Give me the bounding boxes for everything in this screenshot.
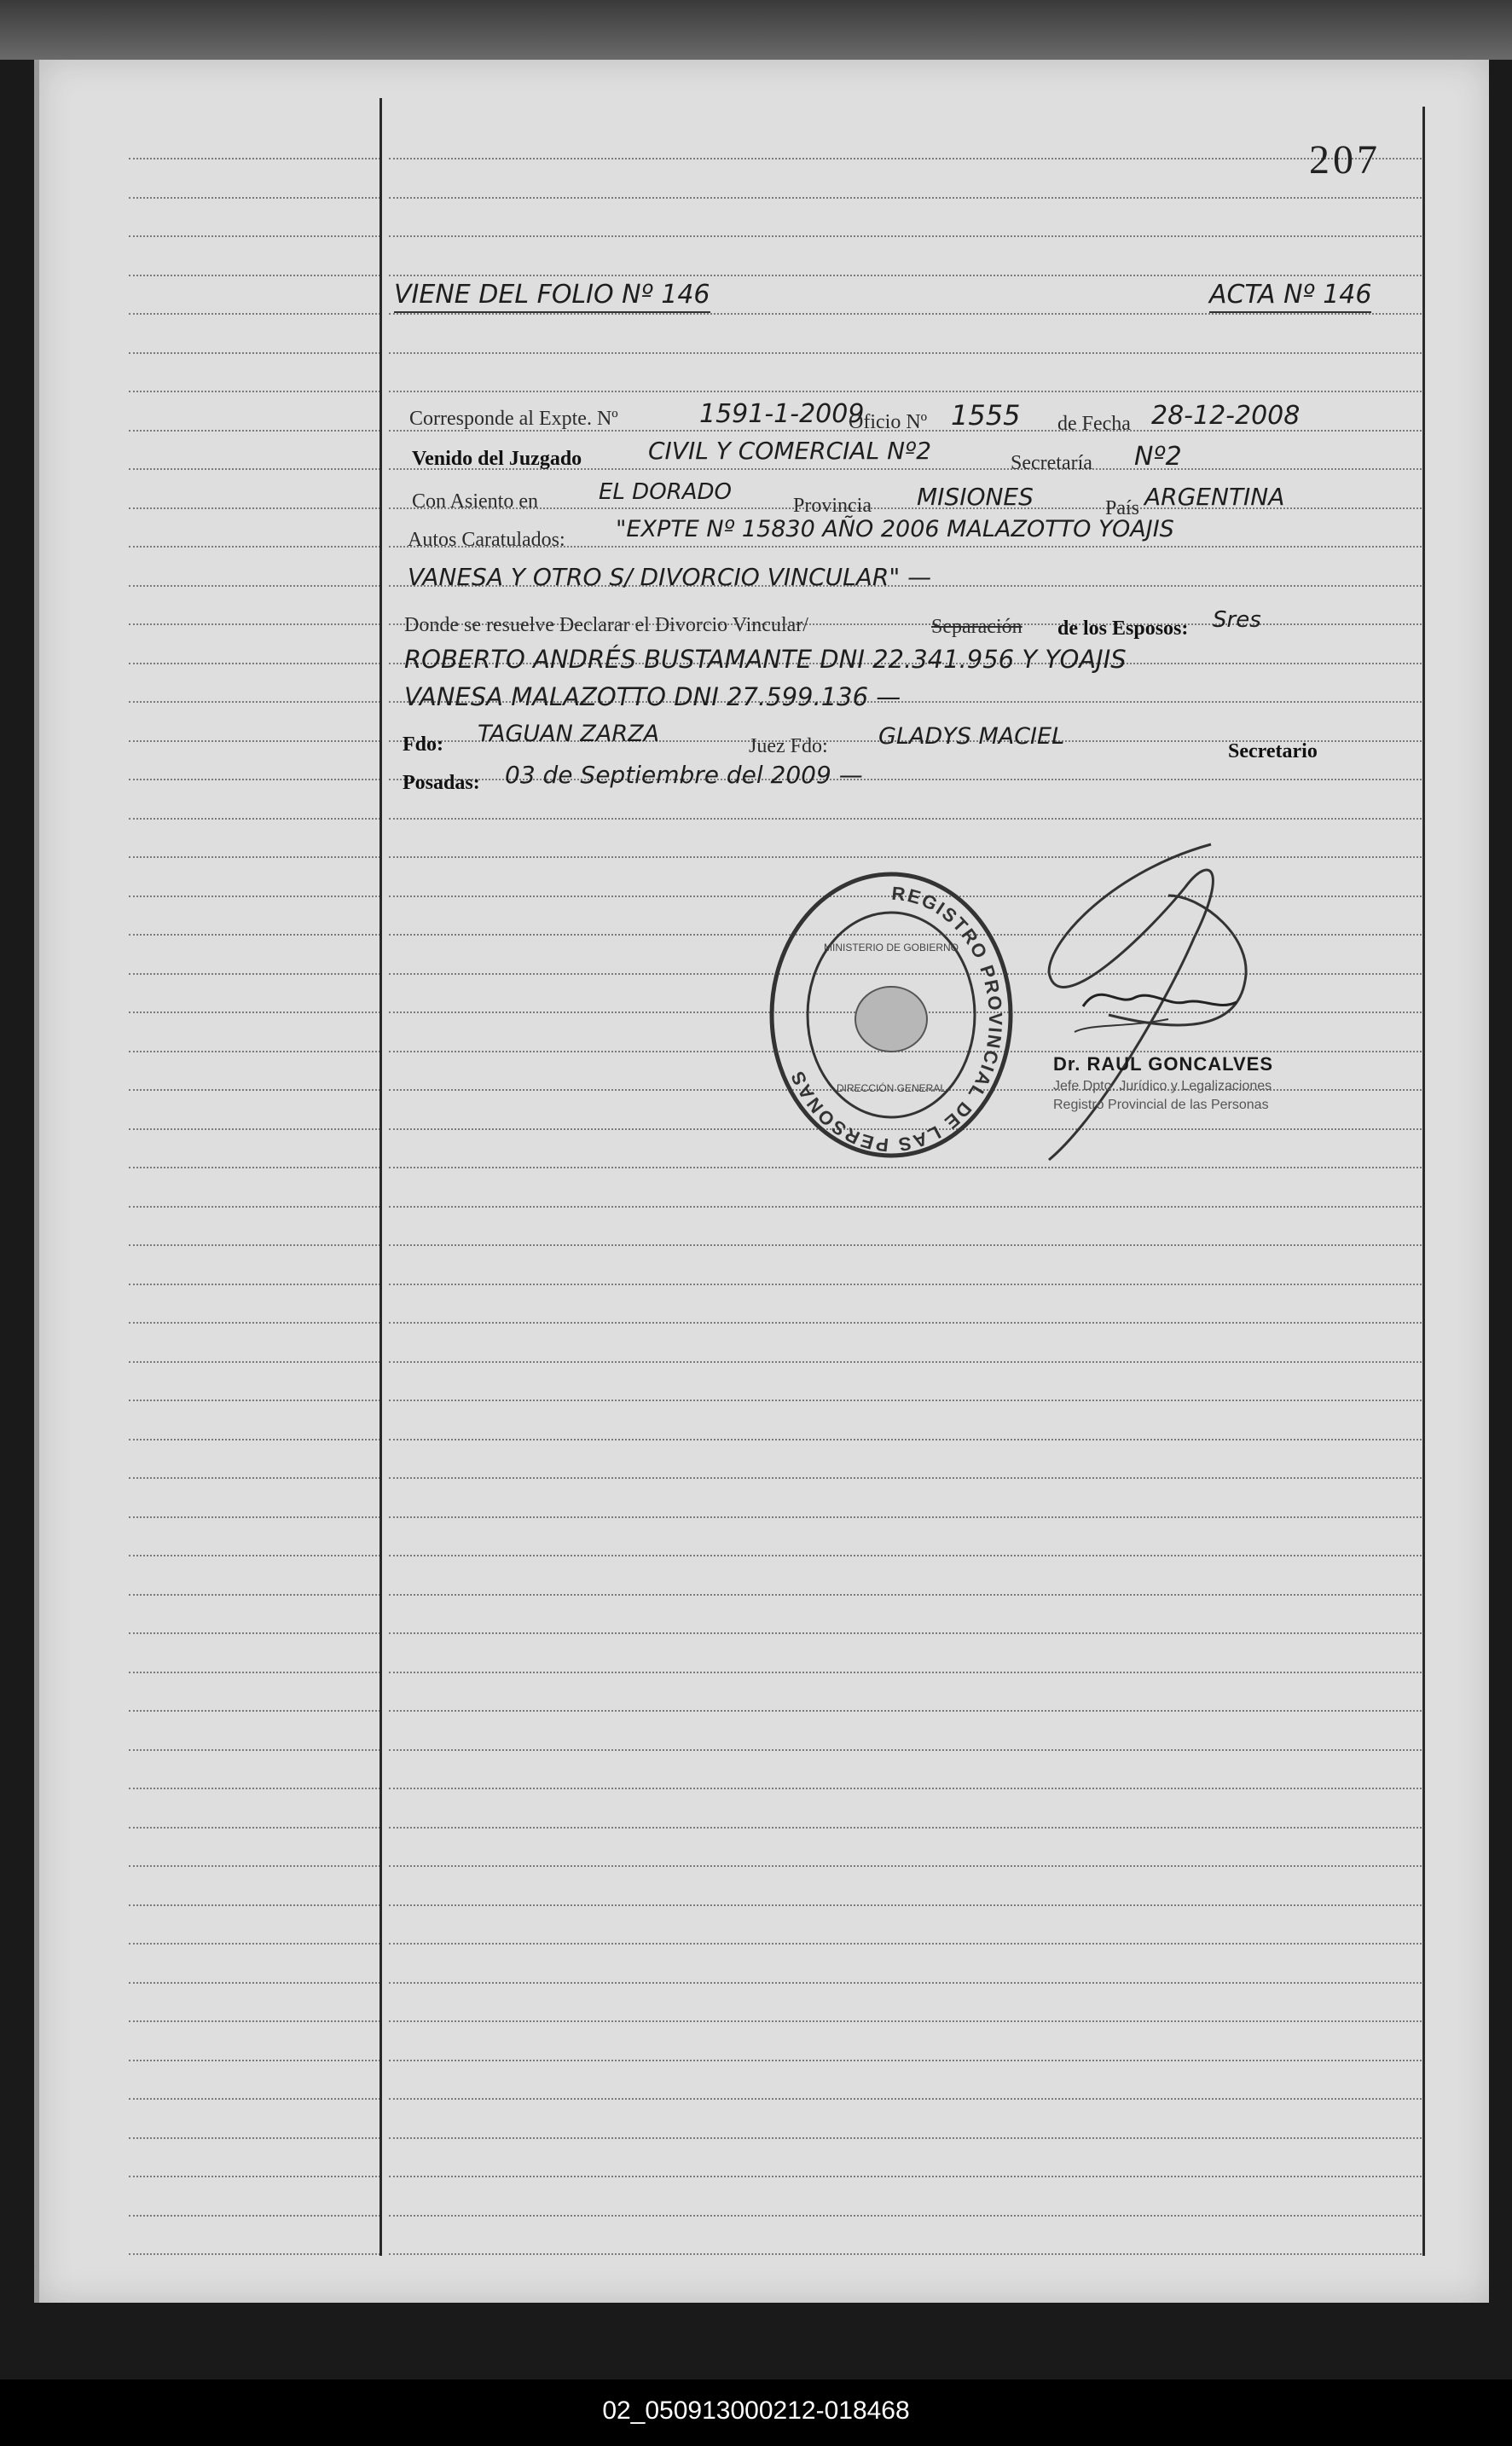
autos-line1: "EXPTE Nº 15830 AÑO 2006 MALAZOTTO YOAJIS [616,516,1174,542]
margin-rule-line [129,701,380,703]
margin-rule-line [129,1128,380,1130]
margin-rule-line [129,1749,380,1751]
body-rule-line [389,2020,1425,2022]
right-rule [1422,107,1425,2256]
body-rule-line [389,1361,1425,1363]
margin-rule-line [129,2020,380,2022]
secretaria-label: Secretaría [1011,452,1092,474]
body-rule-line [389,1284,1425,1285]
body-rule-line [389,1632,1425,1634]
body-rule-line [389,1943,1425,1945]
margin-rule-line [129,1555,380,1556]
margin-rule-line [129,468,380,470]
register-page [34,60,1489,2303]
body-rule-line [389,391,1425,392]
fecha-value: 28-12-2008 [1151,401,1301,431]
margin-rule-line [129,275,380,276]
official-seal [768,870,1015,1160]
body-rule-line [389,2176,1425,2177]
margin-rule-line [129,1788,380,1789]
body-rule-line [389,1516,1425,1518]
margin-rule-line [129,1206,380,1208]
body-rule-line [389,1672,1425,1673]
posadas-value: 03 de Septiembre del 2009 — [505,761,863,789]
body-rule-line [389,2137,1425,2139]
pais-label: País [1105,497,1140,519]
margin-rule-line [129,352,380,354]
expte-value: 1591-1-2009 [699,399,865,429]
body-rule-line [389,1827,1425,1829]
margin-rule-line [129,1477,380,1479]
resuelve-struck: Separación [931,616,1022,638]
margin-rule-line [129,1244,380,1246]
body-rule-line [389,235,1425,237]
svg-text:REGISTRO PROVINCIAL DE LAS PER: REGISTRO PROVINCIAL DE LAS PERSONAS [785,882,1006,1156]
margin-rule-line [129,2137,380,2139]
margin-rule-line [129,1865,380,1867]
body-rule-line [389,197,1425,199]
margin-rule-line [129,1904,380,1906]
margin-rule-line [129,1011,380,1013]
margin-rule-line [129,1089,380,1091]
oficio-value: 1555 [951,399,1021,432]
autos-label: Autos Caratulados: [408,529,565,551]
margin-rule-line [129,1943,380,1945]
margin-rule-line [129,1439,380,1440]
secretaria-value: Nº2 [1134,442,1182,472]
margin-rule-line [129,740,380,742]
asiento-label: Con Asiento en [412,490,538,513]
margin-rule-line [129,623,380,625]
provincia-value: MISIONES [917,483,1034,511]
document-id: 02_050913000212-018468 [602,2397,910,2425]
margin-rule-line [129,1400,380,1401]
margin-rule-line [129,1284,380,1285]
fdo-label: Fdo: [403,733,443,756]
posadas-label: Posadas: [403,772,480,794]
body-rule-line [389,2060,1425,2061]
svg-text:DIRECCIÓN GENERAL: DIRECCIÓN GENERAL [836,1082,947,1094]
margin-rule-line [129,2098,380,2100]
folio-number: 207 [1309,137,1381,183]
margin-rule-line [129,1167,380,1168]
juzgado-label: Venido del Juzgado [412,448,582,470]
body-rule-line [389,275,1425,276]
body-rule-line [389,1439,1425,1440]
body-rule-line [389,1710,1425,1712]
margin-rule-line [129,2253,380,2255]
margin-rule-line [129,856,380,858]
provincia-label: Provincia [793,495,872,517]
body-rule-line [389,1477,1425,1479]
margin-rule-line [129,430,380,432]
margin-rule-line [129,546,380,548]
asiento-value: EL DORADO [599,479,732,505]
body-rule-line [389,2098,1425,2100]
svg-text:MINISTERIO DE GOBIERNO: MINISTERIO DE GOBIERNO [823,942,959,953]
margin-rule-line [129,1632,380,1634]
autos-line2: VANESA Y OTRO S/ DIVORCIO VINCULAR" — [408,563,932,591]
margin-rule-line [129,1322,380,1324]
margin-rule-line [129,779,380,780]
margin-rule-line [129,934,380,936]
body-rule-line [389,158,1425,159]
margin-rule-line [129,1051,380,1052]
header-left: VIENE DEL FOLIO Nº 146 [394,280,710,313]
margin-rule-line [129,663,380,664]
margin-rule-line [129,2215,380,2217]
signatory-role-line2: Registro Provincial de las Personas [1053,1098,1269,1112]
body-rule-line [389,352,1425,354]
body-rule-line [389,1865,1425,1867]
margin-rule-line [129,1827,380,1829]
resuelve-label: Donde se resuelve Declarar el Divorcio Vincular/ [404,614,808,636]
margin-rule-line [129,1361,380,1363]
fdo-value: TAGUAN ZARZA [478,721,660,747]
signatory-name: Dr. RAUL GONCALVES [1053,1053,1273,1075]
signatory-role-line1: Jefe Dpto. Jurídico y Legalizaciones [1053,1079,1272,1093]
body-rule-line [389,1400,1425,1401]
esposos-line2: VANESA MALAZOTTO DNI 27.599.136 — [404,682,901,711]
expte-label: Corresponde al Expte. Nº [409,408,618,430]
margin-rule-line [129,507,380,509]
margin-rule-line [129,818,380,820]
margin-rule-line [129,313,380,315]
margin-rule-line [129,1594,380,1596]
body-rule-line [389,313,1425,315]
signature-block [1053,1053,1273,1113]
body-rule-line [389,2215,1425,2217]
margin-rule-line [129,2176,380,2177]
body-rule-line [389,1244,1425,1246]
margin-rule-line [129,158,380,159]
handwritten-signature [998,836,1305,1177]
juez-value: GLADYS MACIEL [878,723,1065,750]
esposos-line1: ROBERTO ANDRÉS BUSTAMANTE DNI 22.341.956 Y YOAJIS [404,645,1127,674]
margin-rule-line [129,1516,380,1518]
margin-rule-line [129,235,380,237]
pais-value: ARGENTINA [1144,483,1285,511]
margin-rule-line [129,973,380,975]
body-rule-line [389,1749,1425,1751]
margin-rule-line [129,585,380,587]
fecha-label: de Fecha [1057,413,1131,435]
header-right: ACTA Nº 146 [1209,280,1371,313]
oficio-label: Oficio Nº [849,411,928,433]
body-rule-line [389,1555,1425,1556]
body-rule-line [389,1982,1425,1984]
body-rule-line [389,1904,1425,1906]
secretario-label: Secretario [1228,740,1318,762]
margin-rule-line [129,2060,380,2061]
margin-rule-line [129,896,380,897]
juzgado-value: CIVIL Y COMERCIAL Nº2 [648,437,932,465]
esposos-label: de los Esposos: [1057,617,1189,640]
ruled-lines [39,60,1489,2303]
margin-rule [379,98,382,2256]
binding-strip [0,0,1512,60]
margin-rule-line [129,1982,380,1984]
juez-label: Juez Fdo: [749,735,828,757]
body-rule-line [389,1322,1425,1324]
margin-rule-line [129,1672,380,1673]
margin-rule-line [129,1710,380,1712]
body-rule-line [389,1206,1425,1208]
body-rule-line [389,818,1425,820]
body-rule-line [389,2253,1425,2255]
body-rule-line [389,1594,1425,1596]
margin-rule-line [129,197,380,199]
esposos-value: Sres [1213,607,1261,633]
margin-rule-line [129,391,380,392]
body-rule-line [389,1788,1425,1789]
